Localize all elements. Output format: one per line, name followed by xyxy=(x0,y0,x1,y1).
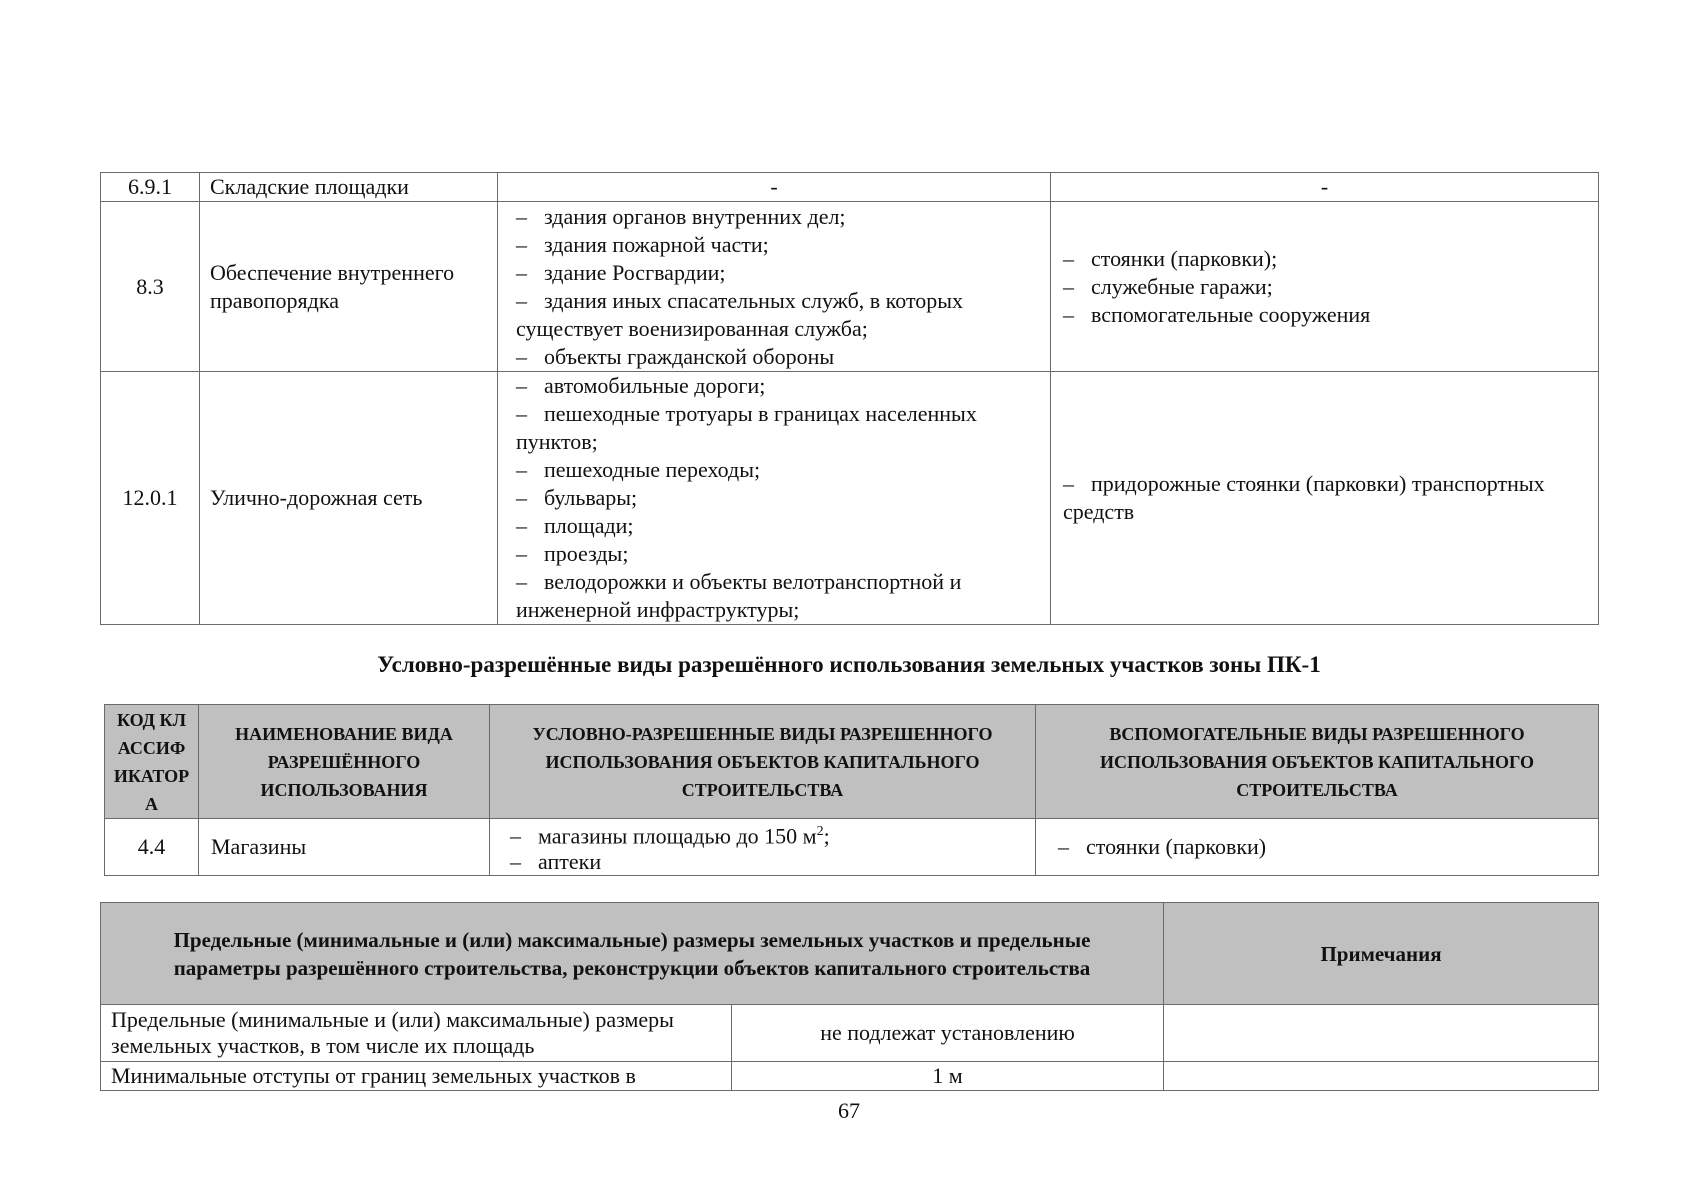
row-name: Улично-дорожная сеть xyxy=(200,372,498,625)
param-note xyxy=(1164,1005,1599,1062)
permitted-uses-table xyxy=(100,172,1599,625)
table-row xyxy=(101,173,1599,202)
list-item: – пешеходные тротуары в границах населенных пунктов; xyxy=(516,401,977,454)
row-aux-uses xyxy=(1051,372,1599,625)
list-item: – здания пожарной части; xyxy=(516,231,769,257)
param-value: 1 м xyxy=(732,1062,1164,1091)
header-code: КОД КЛАССИФИКАТОРА xyxy=(105,705,199,819)
list-item: – проезды; xyxy=(516,541,629,566)
row-auxiliary-uses xyxy=(1036,819,1599,876)
header-name: НАИМЕНОВАНИЕ ВИДА РАЗРЕШЁННОГО ИСПОЛЬЗОВАНИЯ xyxy=(199,705,490,819)
header-auxiliary: ВСПОМОГАТЕЛЬНЫЕ ВИДЫ РАЗРЕШЕННОГО ИСПОЛЬЗОВАНИЯ ОБЪЕКТОВ КАПИТАЛЬНОГО СТРОИТЕЛЬСТВА xyxy=(1036,705,1599,819)
list-item: – вспомогательные сооружения xyxy=(1063,301,1371,327)
header-parameters: Предельные (минимальные и (или) максимальные) размеры земельных участков и предельные параметры разрешённого строительства, реконструкции объектов капитального строительства xyxy=(101,903,1164,1005)
list-item: – служебные гаражи; xyxy=(1063,273,1273,299)
row-aux-uses xyxy=(1051,202,1599,372)
header-notes: Примечания xyxy=(1164,903,1599,1005)
table-row xyxy=(101,202,1599,372)
list-item: – стоянки (парковки); xyxy=(1063,245,1278,271)
list-item: – аптеки xyxy=(510,849,602,875)
row-aux-uses: - xyxy=(1051,173,1599,202)
table-header-row xyxy=(105,705,1599,819)
table-row xyxy=(105,819,1599,876)
row-name: Складские площадки xyxy=(200,173,498,202)
list-item: – автомобильные дороги; xyxy=(516,373,766,398)
list-item: – здания иных спасательных служб, в которых существует военизированная служба; xyxy=(516,287,964,341)
list-item: – объекты гражданской обороны xyxy=(516,343,835,369)
list-item: – придорожные стоянки (парковки) транспортных средств xyxy=(1063,471,1545,524)
parameters-table xyxy=(100,902,1599,1091)
row-code: 8.3 xyxy=(101,202,200,372)
row-conditional-uses xyxy=(490,819,1036,876)
row-name: Магазины xyxy=(199,819,490,876)
header-conditional: УСЛОВНО-РАЗРЕШЕННЫЕ ВИДЫ РАЗРЕШЕННОГО ИСПОЛЬЗОВАНИЯ ОБЪЕКТОВ КАПИТАЛЬНОГО СТРОИТЕЛЬСТВА xyxy=(490,705,1036,819)
section-heading: Условно-разрешённые виды разрешённого использования земельных участков зоны ПК-1 xyxy=(377,652,1321,677)
param-name: Предельные (минимальные и (или) максимальные) размеры земельных участков, в том числе их площадь xyxy=(101,1005,732,1062)
row-main-uses xyxy=(498,202,1051,372)
param-note xyxy=(1164,1062,1599,1091)
page-number: 67 xyxy=(838,1098,860,1123)
param-value: не подлежат установлению xyxy=(732,1005,1164,1062)
list-item: – магазины площадью до 150 $м^2$; xyxy=(510,823,830,849)
list-item: – здание Росгвардии; xyxy=(516,259,726,285)
param-name: Минимальные отступы от границ земельных участков в xyxy=(101,1062,732,1091)
table-row xyxy=(101,1005,1599,1062)
row-name: Обеспечение внутреннего правопорядка xyxy=(200,202,498,372)
list-item: – площади; xyxy=(516,513,634,538)
list-item: – велодорожки и объекты велотранспортной и инженерной инфраструктуры; xyxy=(516,569,962,622)
table-row xyxy=(101,1062,1599,1091)
row-code: 12.0.1 xyxy=(101,372,200,625)
list-item: – здания органов внутренних дел; xyxy=(516,203,846,229)
row-main-uses xyxy=(498,372,1051,625)
table-header-row xyxy=(101,903,1599,1005)
table-row xyxy=(101,372,1599,625)
conditional-uses-table xyxy=(104,704,1599,876)
row-code: 6.9.1 xyxy=(101,173,200,202)
list-item: – пешеходные переходы; xyxy=(516,457,761,482)
row-main-uses: - xyxy=(498,173,1051,202)
list-item: – стоянки (парковки) xyxy=(1058,834,1267,860)
list-item: – бульвары; xyxy=(516,485,638,510)
row-code: 4.4 xyxy=(105,819,199,876)
